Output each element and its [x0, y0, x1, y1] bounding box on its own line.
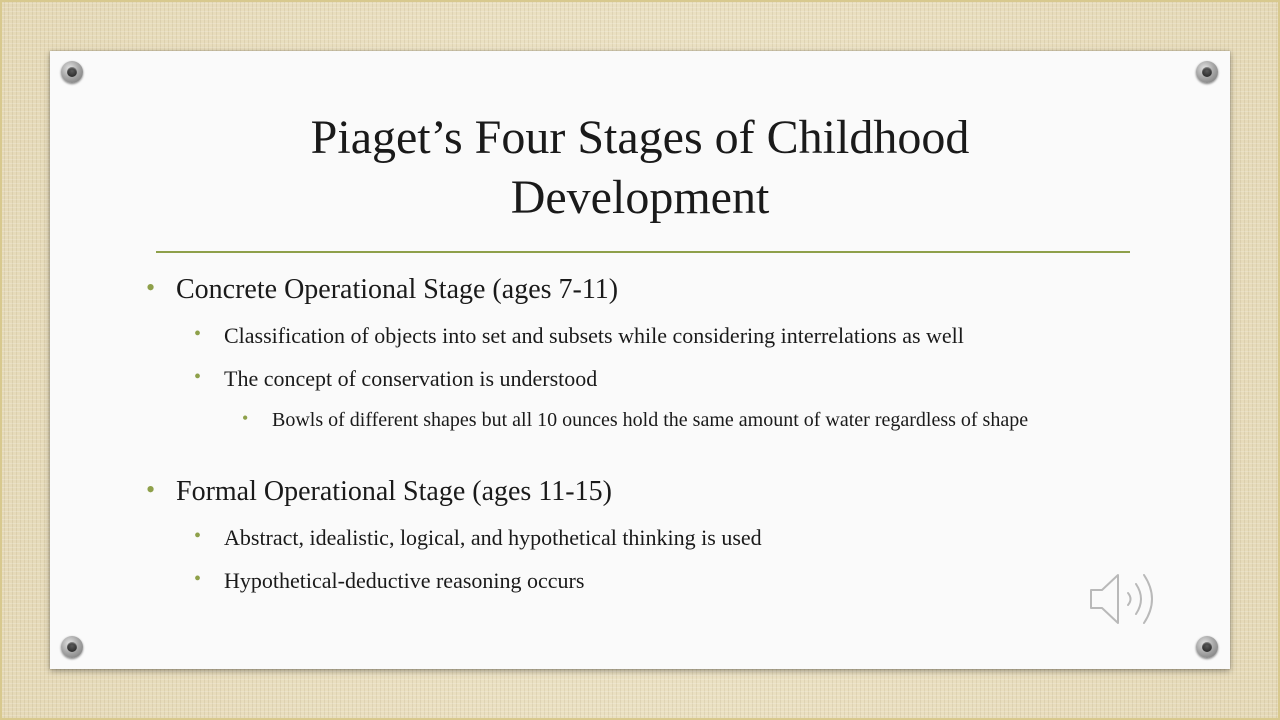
list-item: [146, 273, 619, 307]
list-item: [194, 322, 964, 350]
list-item-text: The concept of conservation is understood: [224, 366, 598, 391]
bullet-icon: •: [194, 525, 202, 547]
bullet-icon: •: [242, 408, 249, 428]
list-item: [242, 407, 1112, 433]
bullet-icon: •: [194, 323, 202, 345]
list-item: [194, 365, 598, 393]
speaker-icon-graphic: [1088, 568, 1166, 630]
list-item-text: Concrete Operational Stage (ages 7-11): [176, 274, 619, 305]
list-item-text: Hypothetical-deductive reasoning occurs: [224, 568, 585, 593]
slide-title-line-1: Piaget’s Four Stages of Childhood: [310, 111, 970, 164]
bullet-icon: •: [146, 273, 156, 302]
list-item-text: Bowls of different shapes but all 10 ounces hold the same amount of water regardless of shape: [272, 409, 1029, 431]
list-item: [194, 524, 762, 552]
bullet-icon: •: [194, 568, 202, 590]
bullet-icon: •: [194, 366, 202, 388]
slide-title-line-2: Development: [510, 171, 770, 224]
list-item-text: Classification of objects into set and subsets while considering interrelations as well: [224, 323, 964, 348]
list-item-text: Formal Operational Stage (ages 11-15): [176, 476, 612, 507]
list-item: [146, 475, 612, 509]
list-item: [194, 567, 585, 595]
list-item-text: Abstract, idealistic, logical, and hypothetical thinking is used: [224, 525, 762, 550]
bullet-icon: •: [146, 475, 156, 504]
speaker-icon[interactable]: [1088, 568, 1166, 630]
